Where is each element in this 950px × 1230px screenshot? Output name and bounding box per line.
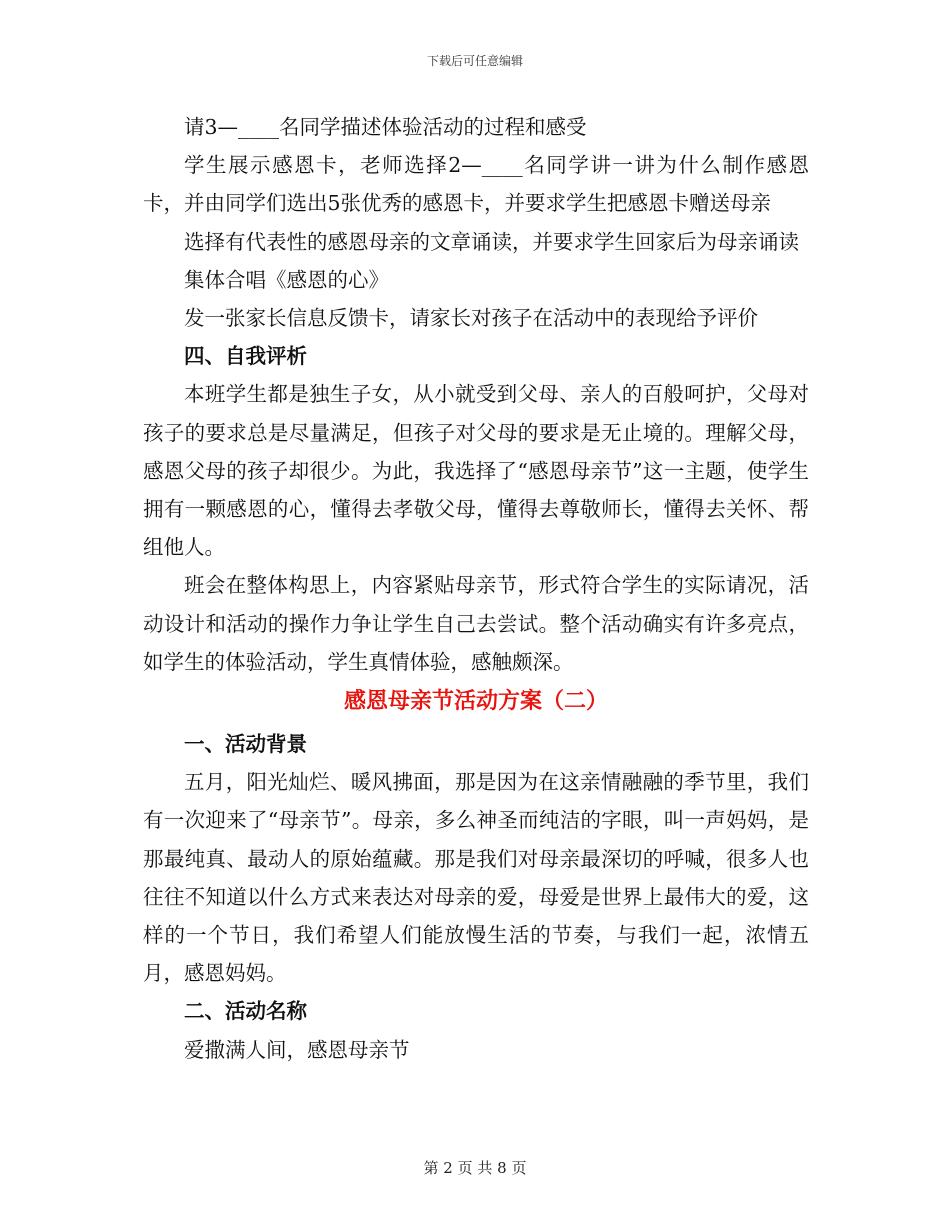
paragraph-background: 五月，阳光灿烂、暖风拂面，那是因为在这亲情融融的季节里，我们有一次迎来了“母亲节”。母亲，多么神圣而纯洁的字眼，叫一声妈妈，是那最纯真、最动人的原始蕴藏。那是我们对母亲最深切的呼喊，很多人也往往不知道以什么方式来表达对母亲的爱，母爱是世界上最伟大的爱，这样的一个节日，我们希望人们能放慢生活的节奏，与我们一起，浓情五月，感恩妈妈。 — [143, 770, 809, 986]
paragraph-reading: 选择有代表性的感恩母亲的文章诵读，并要求学生回家后为母亲诵读 — [184, 229, 799, 254]
paragraph-activity-name: 爱撒满人间，感恩母亲节 — [184, 1037, 410, 1062]
page-content — [143, 108, 809, 1069]
paragraph-evaluation-1: 本班学生都是独生子女，从小就受到父母、亲人的百般呵护，父母对孩子的要求总是尽量满足，但孩子对父母的要求是无止境的。理解父母，感恩父母的孩子却很少。为此，我选择了“感恩母亲节”这一主题，使学生拥有一颗感恩的心，懂得去孝敬父母，懂得去尊敬师长，懂得去关怀、帮组他人。 — [143, 382, 809, 560]
section-title: 感恩母亲节活动方案（二） — [343, 689, 608, 715]
paragraph-describe-activity: 请3—____名同学描述体验活动的过程和感受 — [184, 115, 587, 139]
heading-self-evaluation: 四、自我评析 — [184, 344, 307, 369]
paragraph-evaluation-2: 班会在整体构思上，内容紧贴母亲节，形式符合学生的实际请况，活动设计和活动的操作力争让学生自己去尝试。整个活动确实有许多亮点，如学生的体验活动，学生真情体验，感触颇深。 — [143, 573, 809, 674]
heading-activity-background: 一、活动背景 — [184, 732, 307, 757]
paragraph-feedback-card: 发一张家长信息反馈卡，请家长对孩子在活动中的表现给予评价 — [184, 306, 758, 331]
heading-activity-name: 二、活动名称 — [184, 999, 307, 1024]
paragraph-thank-card: 学生展示感恩卡，老师选择2—____名同学讲一讲为什么制作感恩卡，并由同学们选出5张优秀的感恩卡，并要求学生把感恩卡赠送母亲 — [143, 153, 809, 216]
page-footer: 第 2 页 共 8 页 — [423, 1159, 527, 1177]
page-header: 下载后可任意编辑 — [426, 54, 523, 68]
paragraph-chorus: 集体合唱《感恩的心》 — [184, 267, 389, 292]
